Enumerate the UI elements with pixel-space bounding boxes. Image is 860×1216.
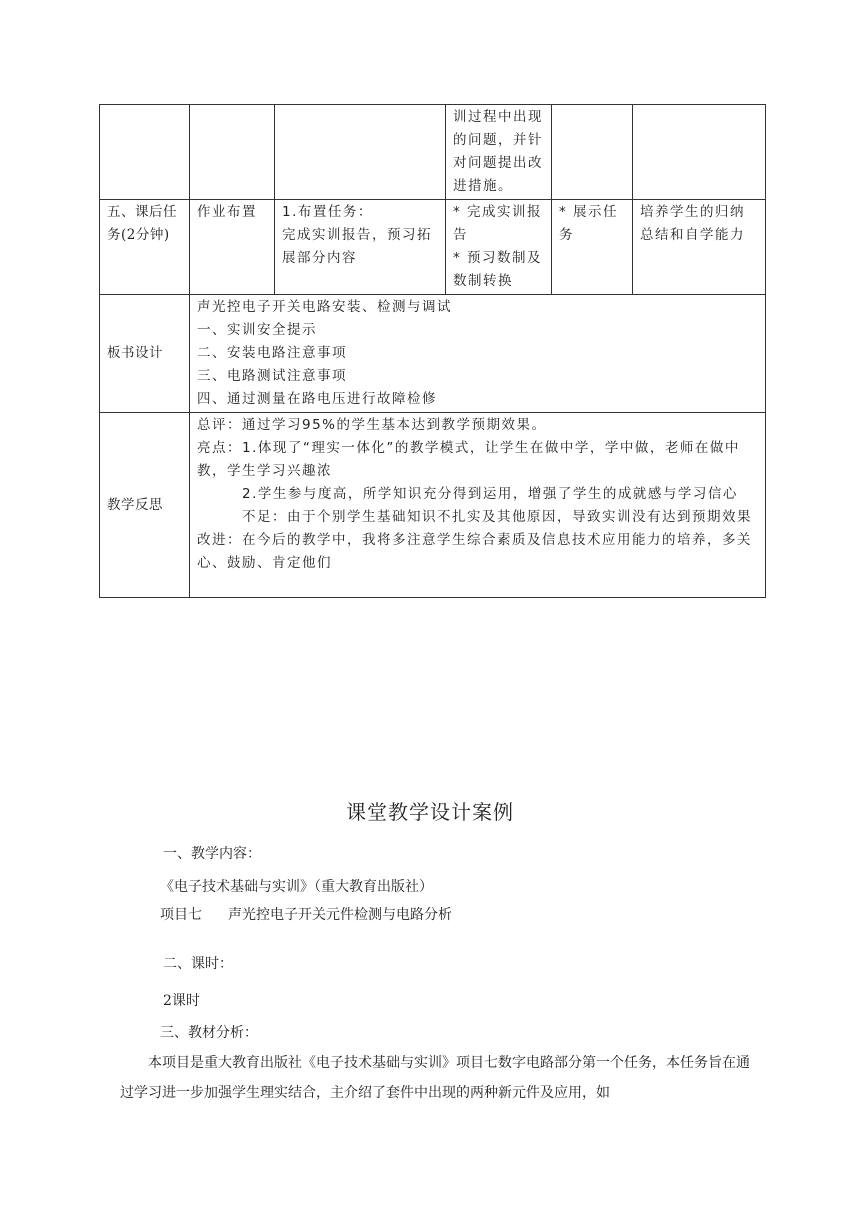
reflection-highlight-1: 亮点：1.体现了“理实一体化”的教学模式，让学生在做中学，学中做，老师在做中教，学生学习兴趣浓	[197, 440, 740, 479]
cell-stage: 五、课后任务(2分钟)	[100, 200, 190, 295]
table-row-reflection	[100, 413, 766, 598]
table-row-homework	[100, 200, 766, 295]
lesson-plan-table	[99, 104, 766, 598]
project-name: 声光控电子开关元件检测与电路分析	[228, 907, 452, 923]
reflection-shortcoming: 不足：由于个别学生基础知识不扎实及其他原因，导致实训没有达到预期效果	[242, 509, 752, 525]
cell-intent: 培养学生的归纳总结和自学能力	[633, 200, 766, 295]
reflection-summary: 总评：通过学习95%的学生基本达到教学预期效果。	[197, 417, 547, 433]
cell-reflection-label: 教学反思	[100, 413, 190, 598]
project-number: 项目七	[160, 907, 202, 923]
cell-teacher-empty	[275, 105, 446, 200]
cell-method-empty	[552, 105, 633, 200]
text-line: 展部分内容	[282, 250, 357, 266]
cell-student-activity	[446, 200, 552, 295]
cell-teacher-activity	[275, 200, 446, 295]
page-title: 课堂教学设计案例	[346, 800, 514, 824]
text-line: 进措施。	[453, 178, 513, 194]
text-line: 告	[453, 227, 468, 243]
cell-content: 作业布置	[190, 200, 275, 295]
text-line: 的问题，并针	[453, 132, 543, 148]
section-heading-analysis: 三、教材分析：	[160, 1025, 258, 1041]
cell-board-content	[190, 295, 766, 413]
board-line: 三、电路测试注意事项	[197, 368, 347, 384]
text-line: 训过程中出现	[453, 109, 543, 125]
cell-student-activity	[446, 105, 552, 200]
cell-method: * 展示任务	[552, 200, 633, 295]
text-line: * 完成实训报	[453, 204, 543, 220]
board-line: 四、通过测量在路电压进行故障检修	[197, 391, 437, 407]
board-line: 二、安装电路注意事项	[197, 345, 347, 361]
section-heading-content: 一、教学内容：	[163, 846, 261, 862]
text-line: 对问题提出改	[453, 155, 543, 171]
section-heading-hours: 二、课时：	[163, 956, 233, 972]
cell-stage-empty	[100, 105, 190, 200]
cell-board-label: 板书设计	[100, 295, 190, 413]
board-line: 声光控电子开关电路安装、检测与调试	[197, 299, 452, 315]
analysis-paragraph	[120, 1048, 750, 1108]
cell-intent-empty	[633, 105, 766, 200]
table-row-board	[100, 295, 766, 413]
analysis-text: 本项目是重大教育出版社《电子技术基础与实训》项目七数字电路部分第一个任务，本任务旨在通过学习进一步加强学生理实结合，主介绍了套件中出现的两种新元件及应用，如	[120, 1055, 750, 1101]
cell-content-empty	[190, 105, 275, 200]
book-title: 《电子技术基础与实训》（重大教育出版社）	[160, 879, 433, 895]
text-line: * 预习数制及	[453, 250, 543, 266]
board-line: 一、实训安全提示	[197, 322, 317, 338]
reflection-highlight-2: 2.学生参与度高，所学知识充分得到运用，增强了学生的成就感与学习信心	[242, 486, 738, 502]
text-line: 完成实训报告，预习拓	[282, 227, 432, 243]
reflection-improvement: 改进：在今后的教学中，我将多注意学生综合素质及信息技术应用能力的培养，多关心、鼓励、肯定他们	[197, 532, 752, 571]
text-line: 数制转换	[453, 273, 513, 289]
cell-reflection-content	[190, 413, 766, 598]
hours-value: 2课时	[163, 993, 200, 1009]
text-line: 1.布置任务：	[282, 204, 373, 220]
table-row-continued	[100, 105, 766, 200]
